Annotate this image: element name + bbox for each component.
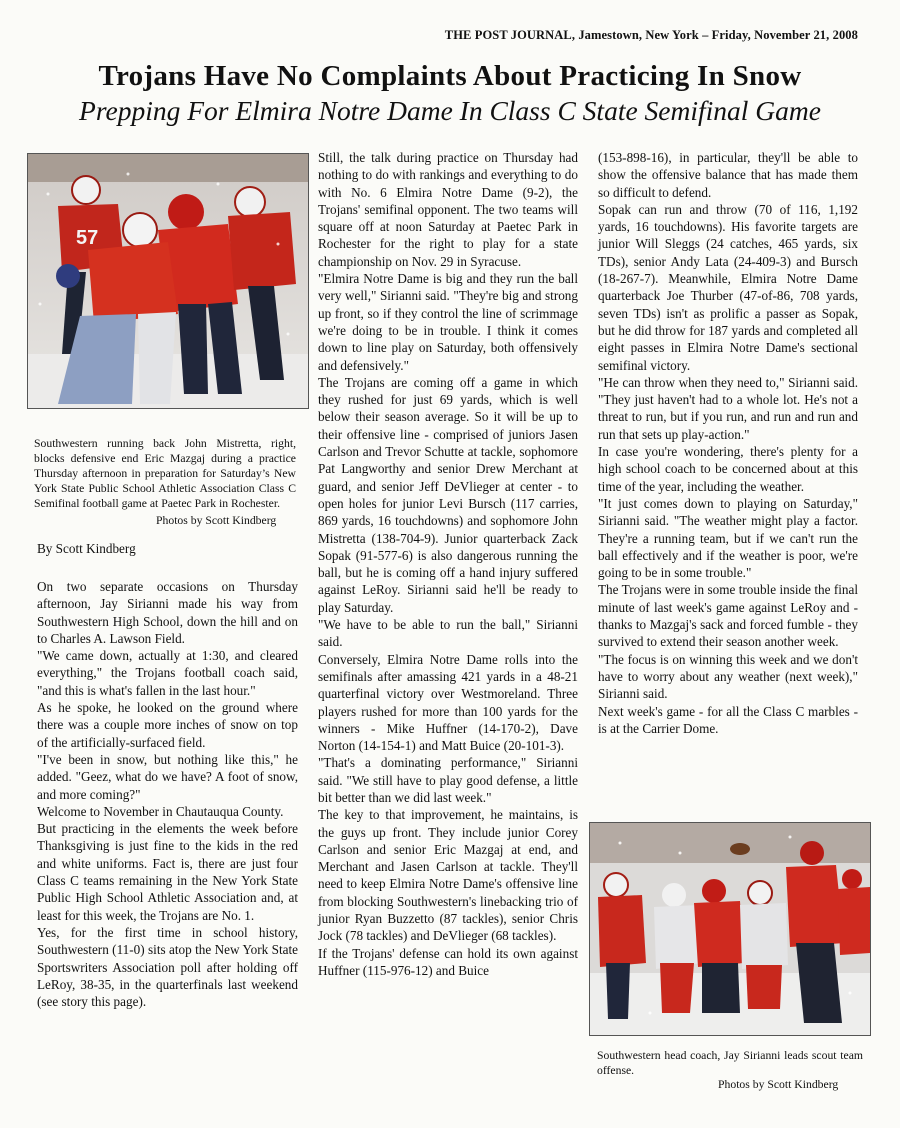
paragraph: "I've been in snow, but nothing like this," he added. "Geez, what do we have? A foot of snow, and more coming?"	[37, 751, 298, 802]
paragraph: Welcome to November in Chautauqua County.	[37, 803, 284, 819]
paragraph: The key to that improvement, he maintains, is the guys up front. They include junior Corey Carlson and senior Eric Mazgaj at end, and Merchant and Jasen Carlson at tackle. They'll need to keep Elmira Notre Dame's offensive line from blocking Southwestern's linebacking trio of junior Ryan Buzzetto (87 tackles), senior Chris Jock (78 tackles) and DeVlieger (68 tackles).	[318, 807, 578, 944]
paragraph: The Trojans were in some trouble inside the final minute of last week's game against LeRoy and - thanks to Mazgaj's sack and forced fumble - they survived to extend their season another week.	[598, 582, 858, 650]
paragraph: "He can throw when they need to," Sirianni said. "They just haven't had to a whole lot. He's not a threat to run, but if you run, and run and run and run that sets up play-action."	[598, 374, 858, 442]
paragraph: On two separate occasions on Thursday afternoon, Jay Sirianni made his way from Southwestern High School, down the hill and on to Charles A. Lawson Field.	[37, 579, 298, 646]
paragraph: Sopak can run and throw (70 of 116, 1,192 yards, 16 touchdowns). His favorite targets are junior Will Sleggs (24 catches, 465 yards, six TDs), senior Andy Lata (24-409-3) and Bursch (18-267-7). Meanwhile, Elmira Notre Dame quarterback Joe Thurber (47-of-86, 708 yards, seven TDs) isn't as prolific a passer as Sopak, but he did throw for 187 yards and completed all eight passes in Elmira Notre Dame's sectional semifinal victory.	[598, 201, 858, 373]
paragraph: Next week's game - for all the Class C marbles - is at the Carrier Dome.	[598, 703, 858, 736]
paragraph: "Elmira Notre Dame is big and they run the ball very well," Sirianni said. "They're big and strong up front, so if they control the line of scrimmage we're doing to be in trouble. I think it comes down to line play on Saturday, both offensively and defensively."	[318, 271, 578, 373]
paragraph: "The focus is on winning this week and we don't have to worry about any weather (next week)," Sirianni said.	[598, 651, 858, 702]
paragraph: The Trojans are coming off a game in which they rushed for just 69 yards, which is well below their season average. So it will be up to their offensive line - comprised of juniors Jasen Carlson and Trevor Schutte at tackle, sophomore Pat Langworthy and senior Drew Merchant at guard, and senior Jeff DeVlieger at center - to open holes for junior Levi Bursch (117 carries, 869 yards, 16 touchdowns) and sophomore John Mistretta (138-704-9). Junior quarterback Zack Sopak (91-577-6) is also dangerous running the ball, but he is coming off a hand injury suffered against LeRoy. Sirianni said he'll be ready to play Saturday.	[318, 374, 578, 615]
article-column-3	[598, 149, 858, 737]
paragraph: Conversely, Elmira Notre Dame rolls into the semifinals after amassing 421 yards in a 48-21 quarterfinal victory over Westmoreland. Three players rushed for more than 100 yards for the winners - Mike Huffner (14-170-2), Dave Norton (14-154-1) and Matt Buice (20-101-3).	[318, 651, 578, 754]
paragraph: "That's a dominating performance," Sirianni said. "We still have to play good defense, a little bit better than we did last week."	[318, 755, 578, 805]
football-practice-photo	[27, 153, 309, 409]
jersey-number: 57	[76, 227, 99, 249]
scout-team-photo	[589, 822, 871, 1036]
paragraph: Yes, for the first time in school history, Southwestern (11-0) sits atop the New York State Sportswriters Association poll after holding off LeRoy, 38-35, in the quarterfinals last weekend (see story this page).	[37, 924, 298, 1010]
football-icon	[730, 843, 750, 855]
paragraph: "We have to be able to run the ball," Sirianni said.	[318, 617, 578, 650]
paragraph: "It just comes down to playing on Saturday," Sirianni said. "The weather might play a factor. They're a running team, but if we can't run the ball effectively and if the weather is poor, we're going to be in some trouble."	[598, 495, 858, 581]
article-column-2	[318, 149, 578, 979]
paragraph: In case you're wondering, there's plenty for a high school coach to be concerned about at this time of the year, including the weather.	[598, 444, 858, 494]
photo-credit: Photos by Scott Kindberg	[156, 514, 277, 527]
snow-practice-illustration	[28, 154, 308, 408]
paragraph: (153-898-16), in particular, they'll be able to show the offensive balance that has made them so difficult to defend.	[598, 150, 858, 200]
paragraph: Still, the talk during practice on Thursday had nothing to do with rankings and everything to do with No. 6 Elmira Notre Dame (9-2), the Trojans' semifinal opponent. The two teams will square off at noon Saturday at Paetec Park in Rochester for the right to play for a state championship on Nov. 29 in Syracuse.	[318, 150, 578, 269]
byline: By Scott Kindberg	[37, 541, 136, 556]
headline: Trojans Have No Complaints About Practicing In Snow	[98, 60, 802, 92]
article-column-1	[37, 570, 298, 1010]
paragraph: If the Trojans' defense can hold its own against Huffner (115-976-12) and Buice	[318, 945, 578, 978]
paragraph: As he spoke, he looked on the ground where there was a couple more inches of snow on top of the artificially-surfaced field.	[37, 700, 298, 750]
scout-team-illustration	[590, 823, 870, 1035]
photo-caption-2: Southwestern head coach, Jay Sirianni leads scout team offense.	[597, 1049, 863, 1077]
masthead: THE POST JOURNAL, Jamestown, New York – Friday, November 21, 2008	[444, 28, 858, 42]
paragraph: But practicing in the elements the week before Thanksgiving is just fine to the kids in the red and white uniforms. Fact is, there are just four Class C teams remaining in the New York State Public High School Athletic Association and, at least for this week, the Trojans are No. 1.	[37, 821, 298, 923]
photo-credit-2: Photos by Scott Kindberg	[718, 1078, 839, 1091]
photo-caption: Southwestern running back John Mistretta, right, blocks defensive end Eric Mazgaj during a practice Thursday afternoon in preparation for Saturday’s New York State Public School Athletic Association Class C Semifinal football game at Paetec Park in Rochester.	[34, 437, 296, 510]
subhead: Prepping For Elmira Notre Dame In Class C State Semifinal Game	[79, 95, 821, 126]
paragraph: "We came down, actually at 1:30, and cleared everything," the Trojans football coach said, "and this is what's fallen in the last hour."	[37, 648, 298, 698]
